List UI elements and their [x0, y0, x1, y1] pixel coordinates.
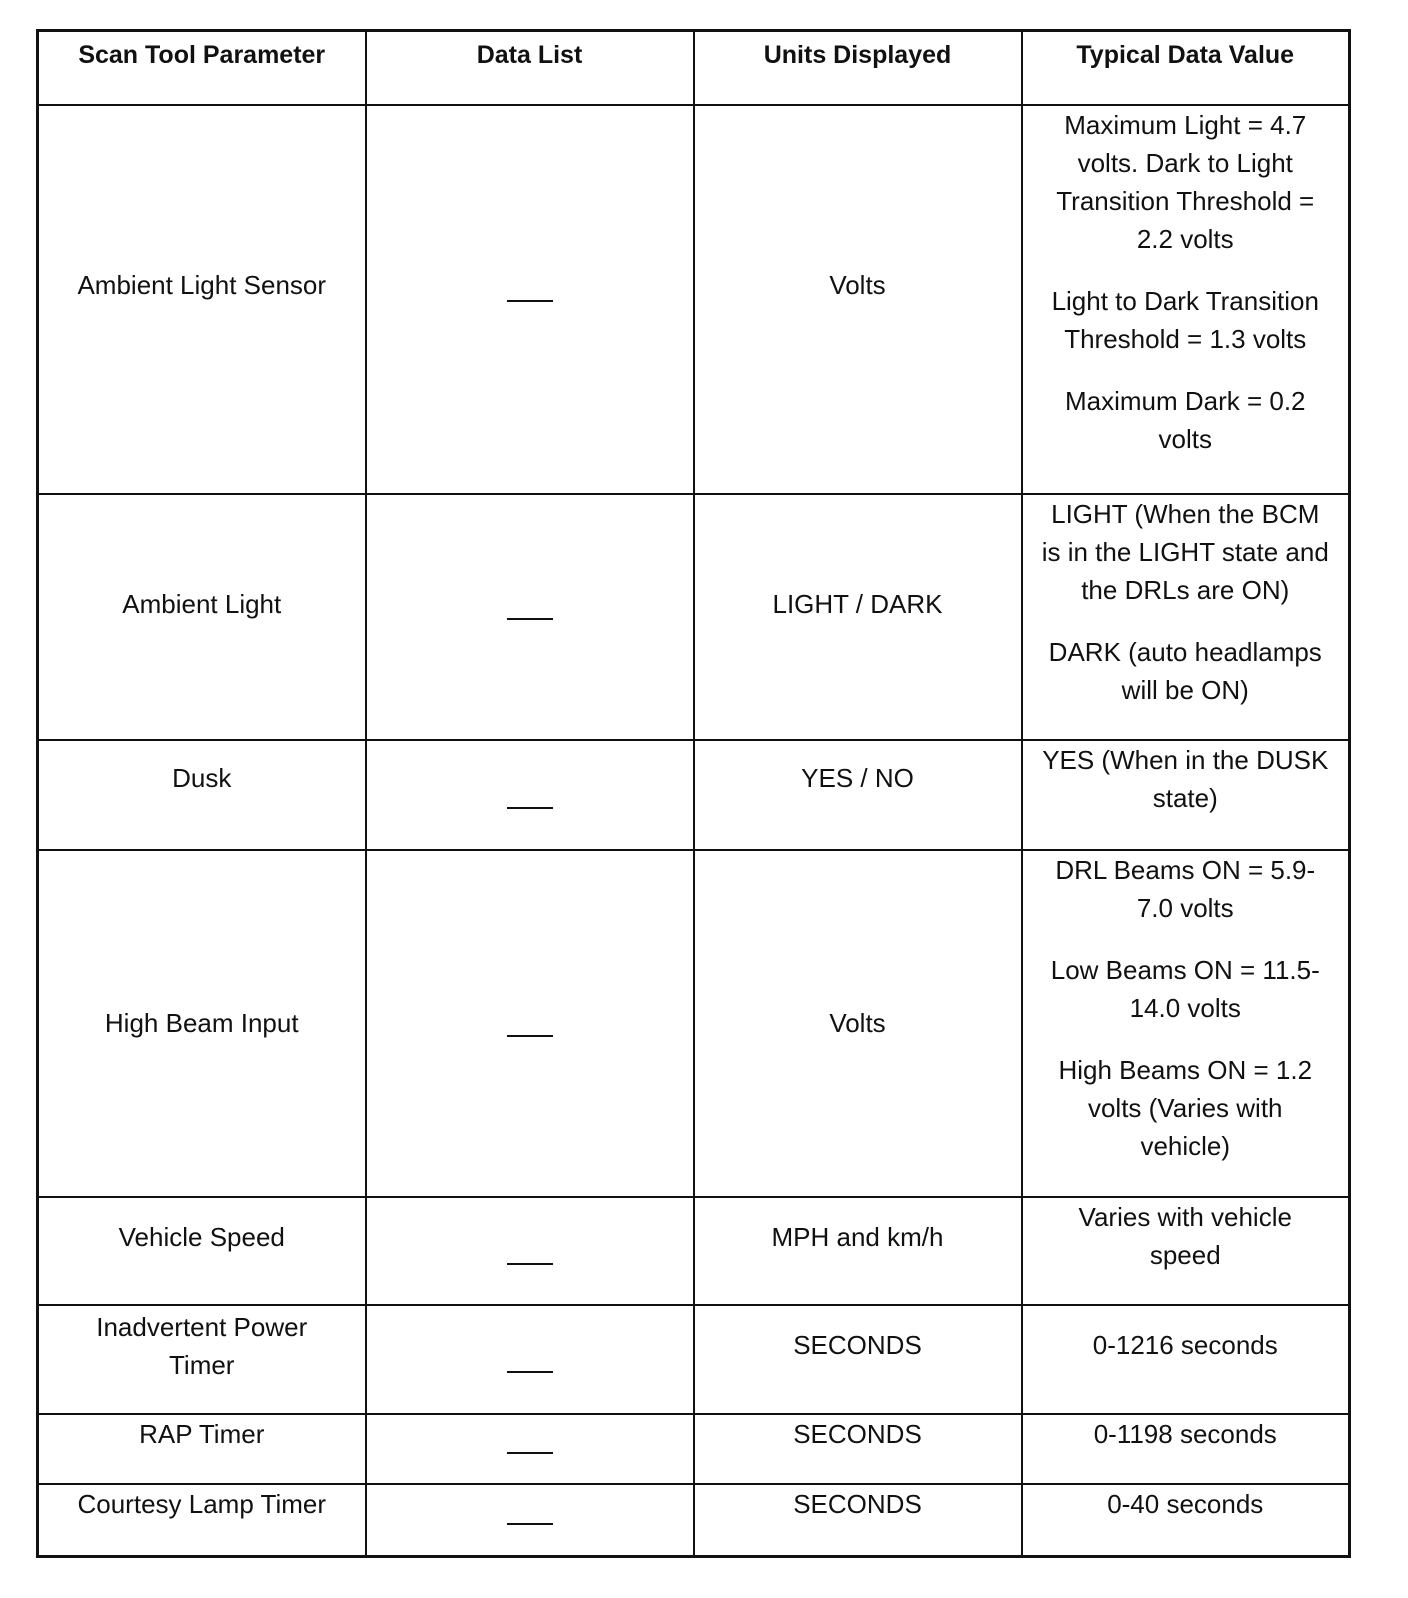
data-list-dash [507, 1523, 553, 1525]
typical-value-text: YES (When in the DUSK state) [1042, 744, 1329, 813]
header-data-list: Data List [366, 31, 694, 105]
parameter-cell: Ambient Light Sensor [38, 105, 366, 494]
table-row [38, 740, 1350, 850]
typical-value-text: Low Beams ON = 11.5-14.0 volts [1050, 954, 1320, 1023]
table-row [38, 850, 1350, 1197]
parameter-cell: Ambient Light [38, 494, 366, 740]
header-scan-tool-parameter: Scan Tool Parameter [38, 31, 366, 105]
units-cell: LIGHT / DARK [694, 494, 1022, 740]
table-row [38, 1197, 1350, 1305]
scan-tool-data-table [36, 29, 1351, 1558]
units-cell: YES / NO [694, 740, 1022, 850]
typical-value-text: High Beams ON = 1.2 volts (Varies with vehicle) [1058, 1054, 1313, 1161]
data-list-cell [366, 1305, 694, 1414]
data-list-dash [507, 807, 553, 809]
data-list-cell [366, 1484, 694, 1557]
data-list-dash [507, 1035, 553, 1037]
typical-value-text: Maximum Dark = 0.2 volts [1064, 385, 1306, 454]
typical-value-text: 0-1216 seconds [1092, 1329, 1278, 1360]
units-cell: Volts [694, 105, 1022, 494]
parameter-cell: Courtesy Lamp Timer [38, 1484, 366, 1557]
typical-value-cell [1022, 1484, 1350, 1557]
typical-value-text: DRL Beams ON = 5.9-7.0 volts [1055, 854, 1316, 923]
header-units-displayed: Units Displayed [694, 31, 1022, 105]
header-typical-data-value: Typical Data Value [1022, 31, 1350, 105]
typical-value-text: 0-40 seconds [1107, 1488, 1264, 1519]
data-list-dash [507, 618, 553, 620]
data-list-cell [366, 105, 694, 494]
parameter-cell: RAP Timer [38, 1414, 366, 1484]
data-list-dash [507, 1263, 553, 1265]
typical-value-cell [1022, 105, 1350, 494]
typical-value-text: 0-1198 seconds [1093, 1418, 1277, 1449]
parameter-cell: Dusk [38, 740, 366, 850]
table-row [38, 1414, 1350, 1484]
table-row [38, 1305, 1350, 1414]
typical-value-text: LIGHT (When the BCM is in the LIGHT state and the DRLs are ON) [1041, 498, 1329, 605]
typical-value-cell [1022, 1197, 1350, 1305]
units-cell: SECONDS [694, 1305, 1022, 1414]
table-row [38, 1484, 1350, 1557]
data-list-dash [507, 1371, 553, 1373]
header-row [38, 31, 1350, 105]
parameter-cell: Inadvertent Power Timer [38, 1305, 366, 1414]
data-list-cell [366, 850, 694, 1197]
typical-value-cell [1022, 494, 1350, 740]
data-list-cell [366, 1414, 694, 1484]
table-row [38, 494, 1350, 740]
units-cell: SECONDS [694, 1414, 1022, 1484]
units-cell: SECONDS [694, 1484, 1022, 1557]
data-list-cell [366, 1197, 694, 1305]
typical-value-cell [1022, 850, 1350, 1197]
typical-value-text: DARK (auto headlamps will be ON) [1048, 636, 1322, 705]
parameter-cell: High Beam Input [38, 850, 366, 1197]
parameter-cell: Vehicle Speed [38, 1197, 366, 1305]
table-row [38, 105, 1350, 494]
units-cell: MPH and km/h [694, 1197, 1022, 1305]
typical-value-cell [1022, 1414, 1350, 1484]
typical-value-text: Maximum Light = 4.7 volts. Dark to Light Transition Threshold = 2.2 volts [1056, 109, 1315, 254]
typical-value-cell [1022, 1305, 1350, 1414]
typical-value-text: Light to Dark Transition Threshold = 1.3 volts [1051, 285, 1319, 354]
data-list-cell [366, 494, 694, 740]
units-cell: Volts [694, 850, 1022, 1197]
typical-value-cell [1022, 740, 1350, 850]
typical-value-text: Varies with vehicle speed [1078, 1201, 1292, 1270]
data-list-cell [366, 740, 694, 850]
data-list-dash [507, 300, 553, 302]
data-list-dash [507, 1452, 553, 1454]
